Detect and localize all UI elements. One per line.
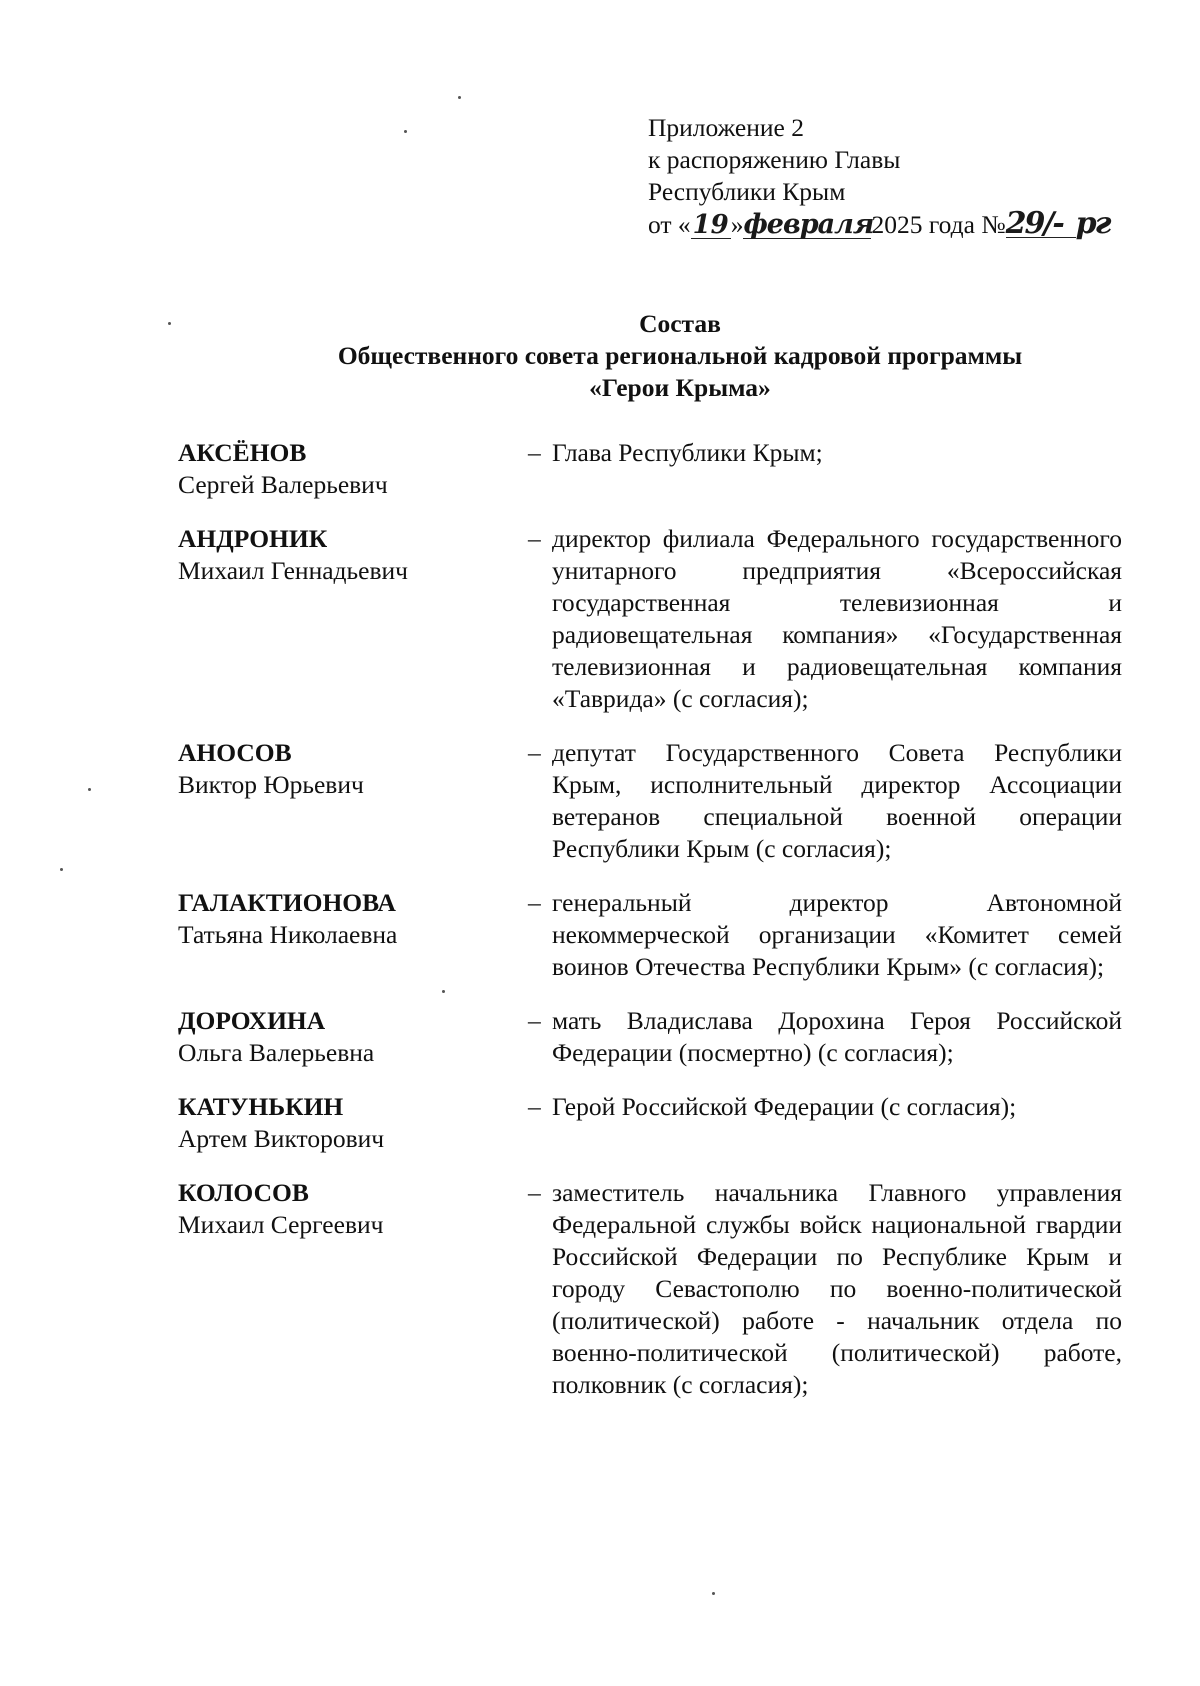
list-item bbox=[178, 437, 1122, 501]
member-dash: – bbox=[528, 1092, 541, 1121]
scan-speck bbox=[458, 96, 461, 99]
member-given-name: Ольга Валерьевна bbox=[178, 1038, 375, 1067]
date-prefix: от « bbox=[648, 210, 691, 239]
member-surname: КАТУНЬКИН bbox=[178, 1092, 344, 1121]
handwritten-day: 19 bbox=[692, 210, 729, 240]
member-role: Глава Республики Крым; bbox=[552, 438, 823, 467]
document-title bbox=[200, 308, 1160, 404]
scan-speck bbox=[168, 322, 171, 325]
scan-speck bbox=[442, 990, 445, 993]
member-role: мать Владислава Дорохина Героя Российской Федерации (посмертно) (с согласия); bbox=[552, 1006, 1122, 1067]
member-names bbox=[178, 1177, 528, 1401]
list-item bbox=[178, 887, 1122, 983]
member-dash: – bbox=[528, 888, 541, 917]
date-year-text: 2025 года № bbox=[871, 210, 1006, 239]
scan-speck bbox=[404, 130, 407, 133]
member-surname: АНОСОВ bbox=[178, 738, 292, 767]
member-names bbox=[178, 1091, 528, 1155]
member-given-name: Сергей Валерьевич bbox=[178, 470, 388, 499]
list-item bbox=[178, 523, 1122, 715]
member-names bbox=[178, 437, 528, 501]
member-role: депутат Государственного Совета Республики Крым, исполнительный директор Ассоциации ветеранов специальной военной операции Республики Крым (с согласия); bbox=[552, 738, 1122, 863]
list-item bbox=[178, 1005, 1122, 1069]
member-dash: – bbox=[528, 1006, 541, 1035]
list-item bbox=[178, 1177, 1122, 1401]
handwritten-doc-number: 29/- bbox=[1006, 211, 1076, 238]
member-dash: – bbox=[528, 524, 541, 553]
member-given-name: Татьяна Николаевна bbox=[178, 920, 398, 949]
member-dash: – bbox=[528, 1178, 541, 1207]
scan-speck bbox=[712, 1592, 715, 1595]
list-item bbox=[178, 1091, 1122, 1155]
appendix-date-line bbox=[648, 208, 1168, 241]
appendix-line-1: Приложение 2 bbox=[648, 113, 804, 142]
member-role: директор филиала Федерального государственного унитарного предприятия «Всероссийская государственная телевизионная и радиовещательная компания» «Государственная телевизионная и радиовещательная компания «Таврида» (с согласия); bbox=[552, 524, 1122, 713]
member-surname: ГАЛАКТИОНОВА bbox=[178, 888, 396, 917]
member-role: Герой Российской Федерации (с согласия); bbox=[552, 1092, 1017, 1121]
member-names bbox=[178, 887, 528, 983]
member-names bbox=[178, 737, 528, 865]
appendix-line-3: Республики Крым bbox=[648, 177, 846, 206]
title-line-3: «Герои Крыма» bbox=[589, 373, 771, 402]
members-list bbox=[178, 437, 1122, 1423]
member-given-name: Михаил Геннадьевич bbox=[178, 556, 408, 585]
member-names bbox=[178, 1005, 528, 1069]
scan-speck bbox=[60, 868, 63, 871]
list-item bbox=[178, 737, 1122, 865]
member-surname: ДОРОХИНА bbox=[178, 1006, 326, 1035]
member-role: генеральный директор Автономной некоммерческой организации «Комитет семей воинов Отечества Республики Крым» (с согласия); bbox=[552, 888, 1122, 981]
handwritten-month: февраля bbox=[743, 209, 874, 240]
member-given-name: Виктор Юрьевич bbox=[178, 770, 364, 799]
appendix-line-2: к распоряжению Главы bbox=[648, 145, 901, 174]
member-names bbox=[178, 523, 528, 715]
title-line-1: Состав bbox=[639, 309, 721, 338]
member-dash: – bbox=[528, 738, 541, 767]
member-dash: – bbox=[528, 438, 541, 467]
member-surname: КОЛОСОВ bbox=[178, 1178, 309, 1207]
member-given-name: Артем Викторович bbox=[178, 1124, 385, 1153]
member-role: заместитель начальника Главного управления Федеральной службы войск национальной гвардии Российской Федерации по Республике Крым и городу Севастополю по военно-политической (политической) работе - начальник отдела по военно-политической (политической) работе, полковник (с согласия); bbox=[552, 1178, 1122, 1399]
member-given-name: Михаил Сергеевич bbox=[178, 1210, 384, 1239]
scan-speck bbox=[88, 788, 91, 791]
member-surname: АКСЁНОВ bbox=[178, 438, 307, 467]
date-mid: » bbox=[730, 210, 744, 239]
title-line-2: Общественного совета региональной кадровой программы bbox=[337, 341, 1023, 370]
handwritten-doc-suffix: рг bbox=[1075, 206, 1110, 241]
appendix-block bbox=[648, 112, 1168, 241]
member-surname: АНДРОНИК bbox=[178, 524, 328, 553]
